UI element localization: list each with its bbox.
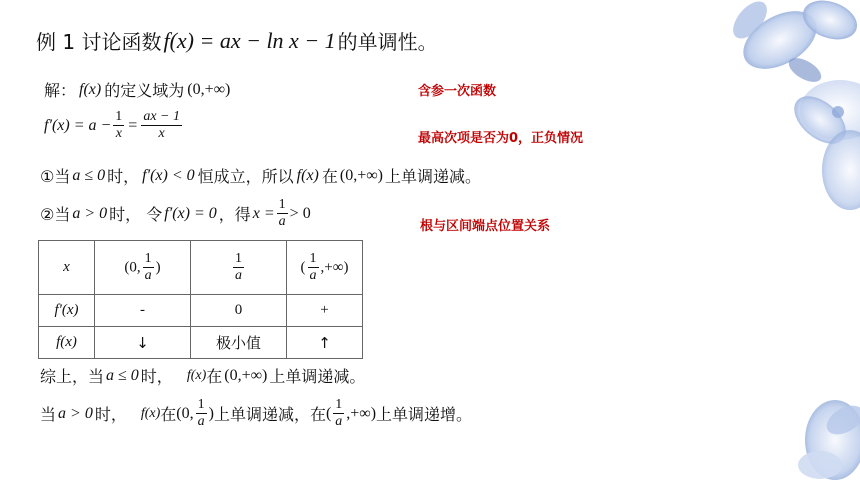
case1-function: f(x) (296, 166, 319, 184)
derivative-sign-cell: 0 (191, 295, 287, 327)
frac-denominator: a (335, 414, 343, 429)
critical-point-one-over-a (191, 241, 287, 295)
summary2-interval2-open: ( (325, 404, 332, 422)
case1-text: 恒成立，所以 (197, 167, 294, 186)
case-two-line (40, 198, 311, 229)
title-function: f(x) = ax − ln x − 1 (163, 27, 336, 53)
frac-denominator: x (158, 126, 165, 141)
floral-decoration-top-right-icon (690, 0, 860, 230)
fraction-one-over-a (277, 198, 288, 229)
summary1-end: 上单调递减。 (269, 367, 366, 386)
derivative-sign-cell: - (95, 295, 191, 327)
domain-interval: (0,+∞) (187, 80, 231, 98)
frac-numerator: 1 (144, 251, 152, 266)
summary2-prefix: 当 (40, 405, 57, 424)
frac-denominator: a (309, 268, 317, 283)
summary-line-two (40, 398, 472, 429)
fraction-one-over-x (113, 110, 124, 141)
frac-numerator: 1 (235, 251, 242, 266)
summary2-interval-close: ) (208, 404, 214, 422)
summary2-end: 上单调递增。 (376, 405, 473, 424)
summary-line-one (40, 364, 365, 387)
summary2-decreasing: 上单调递减，在 (213, 405, 326, 424)
solution-label: 解： (44, 81, 77, 100)
frac-denominator: a (278, 214, 286, 229)
case1-in: 在 (321, 167, 338, 186)
summary2-function: f(x) (140, 405, 161, 421)
table-row (39, 295, 363, 327)
fraction-ax-minus-1-over-x (141, 110, 182, 141)
derivative-sign-cell: + (287, 295, 363, 327)
domain-function: f(x) (79, 80, 102, 98)
equals-sign: = (128, 116, 138, 134)
domain-text: 的定义域为 (104, 81, 185, 100)
derivative-line (44, 110, 184, 141)
table-row (39, 327, 363, 359)
summary2-mid: 时， (94, 405, 127, 424)
fraction-one-over-a (308, 252, 319, 283)
case1-prefix: ①当 (40, 167, 71, 186)
fraction-one-over-a (196, 398, 207, 429)
case1-interval: (0,+∞) (339, 166, 383, 184)
annotation-root-vs-interval: 根与区间端点位置关系 (420, 219, 551, 234)
fraction-one-over-a (143, 252, 154, 283)
summary2-in: 在 (160, 405, 177, 424)
interval-open: ( (300, 259, 306, 276)
case1-inequality: f′(x) < 0 (142, 166, 195, 184)
case2-greater: > 0 (289, 204, 311, 222)
frac-numerator: 1 (278, 197, 286, 212)
row-header-derivative: f′(x) (39, 295, 95, 327)
interval-zero-to-one-over-a (95, 241, 191, 295)
summary2-interval2-close: ,+∞) (346, 404, 377, 422)
frac-denominator: a (144, 268, 152, 283)
interval-one-over-a-to-infinity (287, 241, 363, 295)
row-header-function: f(x) (39, 327, 95, 359)
frac-numerator: 1 (197, 397, 205, 412)
annotation-linear-with-parameter: 含参一次函数 (418, 84, 497, 99)
annotation-leading-coefficient: 最高次项是否为0，正负情况 (418, 131, 584, 146)
summary1-function: f(x) (186, 367, 207, 383)
summary1-in: 在 (206, 367, 223, 386)
interval-close: ,+∞) (320, 259, 349, 276)
frac-denominator: a (235, 268, 242, 283)
frac-numerator: ax − 1 (143, 109, 180, 124)
title-suffix: 的单调性。 (337, 30, 438, 54)
fraction-one-over-a (233, 252, 244, 283)
fraction-one-over-a (333, 398, 344, 429)
summary1-condition: a ≤ 0 (106, 366, 139, 384)
case2-condition: a > 0 (72, 204, 108, 222)
example-title (36, 26, 438, 55)
table-row (39, 241, 363, 295)
case2-get: ，得 (218, 205, 251, 224)
derivative-lhs: f′(x) = a − (44, 116, 112, 134)
frac-denominator: a (197, 414, 205, 429)
case-one-line (40, 164, 481, 187)
summary2-interval-open: (0, (176, 404, 194, 422)
monotonic-cell: ↓ (95, 327, 191, 359)
frac-numerator: 1 (309, 251, 317, 266)
case2-mid: 时， 令 (109, 205, 163, 224)
case2-prefix: ②当 (40, 205, 71, 224)
frac-numerator: 1 (335, 397, 343, 412)
case1-mid: 时， (107, 167, 140, 186)
case1-condition: a ≤ 0 (72, 166, 106, 184)
domain-line (44, 78, 230, 101)
case2-x: x = (252, 204, 275, 222)
row-header-x: x (39, 241, 95, 295)
floral-decoration-bottom-right-icon (790, 390, 860, 484)
title-prefix: 例 1 讨论函数 (36, 30, 162, 54)
case1-end: 上单调递减。 (384, 167, 481, 186)
sign-table (38, 240, 363, 359)
summary2-condition: a > 0 (58, 404, 93, 422)
monotonic-cell: 极小值 (191, 327, 287, 359)
frac-denominator: x (115, 126, 122, 141)
summary1-interval: (0,+∞) (224, 366, 268, 384)
frac-numerator: 1 (115, 109, 123, 124)
interval-close: ) (155, 259, 161, 276)
summary1-prefix: 综上，当 (40, 367, 105, 386)
case2-equation: f′(x) = 0 (164, 204, 217, 222)
summary1-mid: 时， (140, 367, 173, 386)
monotonic-cell: ↑ (287, 327, 363, 359)
interval-open: (0, (124, 259, 141, 276)
